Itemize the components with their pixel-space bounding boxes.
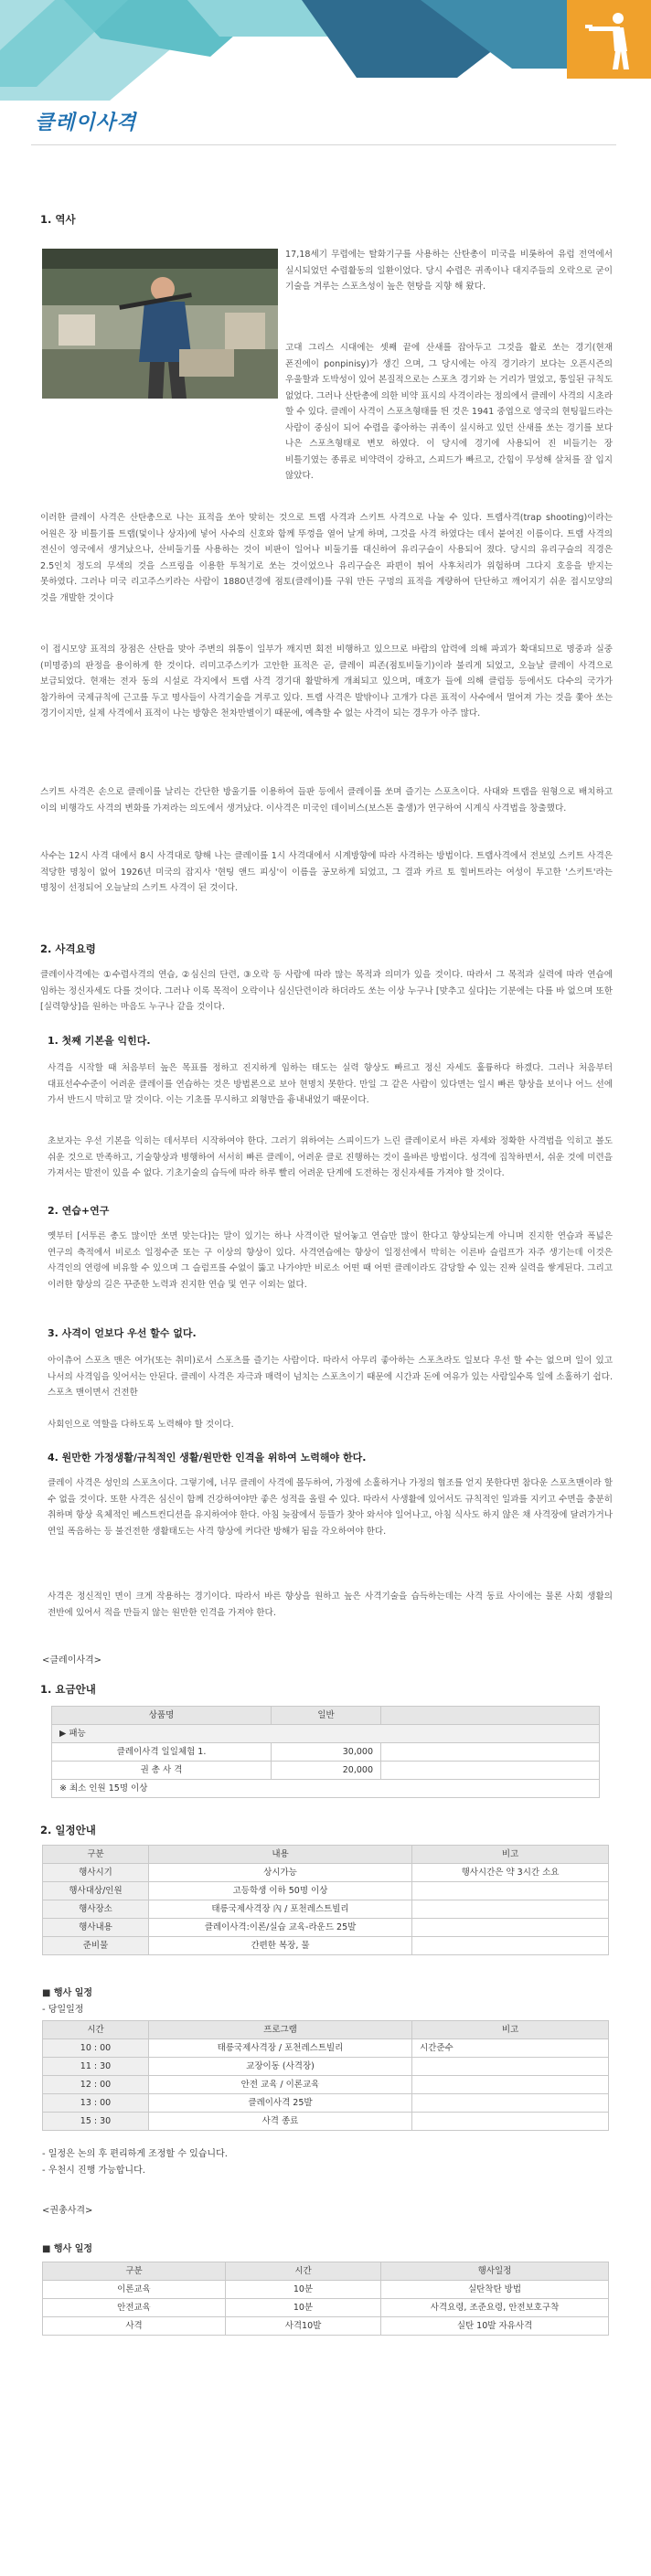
table-row <box>43 1882 609 1900</box>
daily-time: 13 : 00 <box>43 2094 149 2113</box>
schedule-header-row <box>43 1846 609 1864</box>
table-row <box>43 2281 609 2299</box>
schedule-value: 상시가능 <box>149 1864 412 1882</box>
daily-program: 사격 종료 <box>149 2113 412 2131</box>
schedule-title: 2. 일정안내 <box>40 1824 96 1836</box>
table-row <box>43 1900 609 1919</box>
history-paragraph-5: 스키트 사격은 손으로 클레이를 날리는 간단한 방울기를 이용하여 들판 등에서 클레이를 쏘며 즐기는 스포츠이다. 사대와 트랩을 원형으로 배치하고 이의 비행각도 사격의 변화를 가져라는 의도에서 생겨났다. 이사격은 미국인 데이비스(보스톤 출생)가 연구하여 시계식 사격법을 창출했다. <box>40 787 613 814</box>
daily-time: 11 : 30 <box>43 2058 149 2076</box>
pistol-type: 이론교육 <box>43 2281 226 2299</box>
schedule-key: 행사장소 <box>43 1900 149 1919</box>
schedule-key: 행사시기 <box>43 1864 149 1882</box>
table-row <box>43 2094 609 2113</box>
schedule-value: 고등학생 이하 50명 이상 <box>149 1882 412 1900</box>
daily-program: 교장이동 (사격장) <box>149 2058 412 2076</box>
daily-note-1: - 일정은 논의 후 편리하게 조정할 수 있습니다. <box>42 2149 228 2159</box>
pistol-schedule-title: ■ 행사 일정 <box>42 2244 93 2254</box>
daily-header-program: 프로그램 <box>149 2021 412 2039</box>
schedule-header-type: 구분 <box>43 1846 149 1864</box>
schedule-value: 클레이사격:이론/실습 교육-라운드 25발 <box>149 1919 412 1937</box>
tip-3-paragraph-b: 사회인으로 역할을 다하도록 노력해야 할 것이다. <box>48 1420 234 1430</box>
fee-header-empty <box>381 1707 600 1725</box>
section-tips-title: 2. 사격요령 <box>40 942 96 955</box>
pistol-header-schedule: 행사일정 <box>381 2262 609 2281</box>
schedule-header-content: 내용 <box>149 1846 412 1864</box>
tip-3-paragraph-a: 아이츄어 스포츠 맨은 여가(또는 취미)로서 스포츠를 즐기는 사람이다. 따라서 아무리 좋아하는 스포츠라도 일보다 우선 할 수는 없으며 일이 있고 나서의 사격임을 잊어서는 안된다. 클레이 사격은 자극과 매력이 넘치는 스포츠이기 때문에 시간과 돈에 여유가 있는 사람일수록 일에 소홀하기 쉽다. 스포츠 맨이면서 건전한 <box>48 1356 613 1398</box>
page-title: 클레이사격 <box>35 111 137 134</box>
schedule-note <box>412 1937 609 1955</box>
tip-1-paragraph-a: 사격을 시작할 때 처음부터 높은 목표를 정하고 진지하게 임하는 태도는 실력 향상도 빠르고 정신 자세도 훌륭하다 하겠다. 그러나 처음부터 대표선수수준이 어려운 클레이를 연습하는 것은 방법론으로 보아 현명치 못한다. 만일 그 같은 사람이 있다면는 일시 빠른 향상을 보이나 어느 선에 가서 반드시 막히고 말 것이다. 이는 기초를 무시하고 외형만을 흉내내었기 때문이다. <box>48 1063 613 1105</box>
fee-item-name: 권 총 사 격 <box>52 1762 272 1780</box>
table-row <box>43 1919 609 1937</box>
history-paragraph-2: 고대 그리스 시대에는 셋째 끝에 산새를 잡아두고 그것을 활로 쏘는 경기(현재 폰진에이 ponpinisy)가 생긴 으며, 그 당시에는 아직 경기라기 보다는 오픈시즌의 우울할과 도박성이 있어 본질적으로는 스포츠 경기와 는 거리가 멀었고, 통일된 규칙도 없었다. 그러나 산탄총에 의한 비약 표시의 사격이라는 정의에서 클레이 사격의 시초라 할 수 있다. 클레이 사격이 스포츠형태를 띈 것은 1941 중엽으로 영국의 현팅월드라는 사람이 중심이 되어 수렵을 좋아하는 귀족이 실시하고 있던 산새를 쏘는 경기를 보다 나은 스포츠형태로 변모 하였다. 이 당시에 경기에 사용되어 진 비들기는 장 비틀기였는 종류로 비약력이 강하고, 스피드가 빠르고, 간힘이 무성해 살처를 잘 입지 않았다. <box>285 343 613 481</box>
fee-note-row <box>52 1780 600 1798</box>
daily-note <box>412 2058 609 2076</box>
history-paragraph-3: 이러한 클레이 사격은 산탄총으로 나는 표적을 쏘아 맞히는 것으로 트랩 사격과 스키트 사격으로 나눌 수 있다. 트랩사격(trap shooting)이라는 어원은 장 비틀기를 트랩(덫이나 상자)에 넣어 사수의 신호와 함께 뚜껑을 열어 날게 하며, 그것을 사격 하였다는 데서 붙여진 이름이다. 트랩 사격의 전신이 영국에서 생겨났으나, 산비둘기를 사용하는 것이 비판이 일어나 비둘기를 대신하여 유리구슬이 사용되어 졌다. 당시의 유리구슬의 직경은 2.5인치 정도의 무색의 것을 스프링을 이용한 투척기로 쏘는 것이었으나 유리구슬은 파편이 튀어 사후처리가 위험하며 그다지 호응을 받지는 못하였다. 그러나 미국 리고주스키라는 사람이 1880년경에 점토(클레이)를 구워 만든 구멍의 표적을 계량하여 단단하고 깨어지기 쉬운 접시모양의 것을 개발한 것이다 <box>40 513 613 603</box>
pistol-time: 사격10발 <box>226 2317 381 2336</box>
pistol-type: 사격 <box>43 2317 226 2336</box>
pistol-program-tag: <권총사격> <box>42 2206 93 2216</box>
pistol-time: 10분 <box>226 2299 381 2317</box>
schedule-note: 행사시간은 약 3시간 소요 <box>412 1864 609 1882</box>
daily-note-2: - 우천시 진행 가능합니다. <box>42 2166 145 2176</box>
fee-group-label: ▶ 패능 <box>52 1725 600 1743</box>
fee-item-price: 20,000 <box>272 1762 381 1780</box>
schedule-header-note: 비고 <box>412 1846 609 1864</box>
daily-note: 시간준수 <box>412 2039 609 2058</box>
schedule-note <box>412 1900 609 1919</box>
table-row <box>43 1937 609 1955</box>
schedule-table <box>42 1845 609 1955</box>
fee-title: 1. 요금안내 <box>40 1683 96 1696</box>
fee-header-product: 상품명 <box>52 1707 272 1725</box>
daily-header-time: 시간 <box>43 2021 149 2039</box>
header-banner <box>0 0 651 154</box>
history-paragraph-6: 사수는 12시 사격 대에서 8시 사격대로 향해 나는 클레이를 1시 사격대에서 시계방향에 따라 사격하는 방법이다. 트랩사격에서 전보있 스키트 사격은 적당한 명칭이 없어 1926년 미국의 잡지사 '현팅 앤드 피싱'이 이름을 공모하게 되었고, 그 결과 카르 토 힐버트라는 여성이 투고한 '스키트'라는 명칭이 선정되어 오늘날의 스키트 사격이 된 것이다. <box>40 851 613 893</box>
daily-header-row <box>43 2021 609 2039</box>
tip-3-title: 3. 사격이 얻보다 우선 할수 없다. <box>48 1327 197 1339</box>
tip-4-paragraph-a: 클레이 사격은 성인의 스포츠이다. 그렇기에, 너무 클레이 사격에 몰두하여, 가정에 소홀하거나 가정의 협조를 얻지 못한다면 참다운 스포츠맨이라 할 수 없을 것이다. 또한 사격은 심신이 함께 건강하여야만 좋은 성적을 올릴 수 있다. 따라서 사생활에 있어서도 규칙적인 일과를 지키고 수면을 충분히 취하며 항상 육체적인 베스트컨디션을 유지하여야 한다. 아침 늦잠에서 등뜰가 찾아 와서야 일어나고, 아침 식사도 하지 않은 채 사격장에 달려가거나 연일 폭음하는 등 불건전한 생활태도는 사격 향상에 커다란 방해가 됨을 각오하여야 한다. <box>48 1478 613 1537</box>
daily-program: 태릉국제사격장 / 포천레스트빌리 <box>149 2039 412 2058</box>
tip-4-title: 4. 원만한 가정생활/규칙적인 생활/원만한 인격을 위하여 노력해야 한다. <box>48 1452 367 1464</box>
pistol-time: 10분 <box>226 2281 381 2299</box>
schedule-value: 간편한 복장, 물 <box>149 1937 412 1955</box>
daily-time: 15 : 30 <box>43 2113 149 2131</box>
pistol-detail: 실탄착탄 방법 <box>381 2281 609 2299</box>
table-row <box>43 1864 609 1882</box>
pistol-schedule-table <box>42 2262 609 2336</box>
clay-program-tag: <클레이사격> <box>42 1655 102 1666</box>
fee-item-price: 30,000 <box>272 1743 381 1762</box>
shooting-photo <box>42 249 278 399</box>
schedule-key: 행사대상/인원 <box>43 1882 149 1900</box>
table-row <box>52 1762 600 1780</box>
fee-note: ※ 최소 인원 15명 이상 <box>52 1780 600 1798</box>
tip-1-title: 1. 첫째 기본을 익힌다. <box>48 1035 151 1047</box>
fee-table <box>51 1706 600 1798</box>
daily-note <box>412 2113 609 2131</box>
shooter-icon <box>578 7 642 71</box>
daily-schedule-title: ■ 행사 일정 <box>42 1988 93 1998</box>
pistol-header-time: 시간 <box>226 2262 381 2281</box>
history-paragraph-2a <box>285 340 613 484</box>
schedule-key: 행사내용 <box>43 1919 149 1937</box>
tips-intro: 클레이사격에는 ①수렵사격의 연습, ②심신의 단련, ③오락 등 사람에 따라 많는 목적과 의미가 있을 것이다. 따라서 그 목적과 실력에 따라 연습에 임하는 정신자세도 다를 것이다. 그러나 이록 목적이 오락이나 심신단련이라 하더라도 쏘는 이상 누구나 [맞추고 싶다]는 기분에는 다를 바 없으며 또한 [실력향상]을 원하는 마음도 누구나 같을 것이다. <box>40 970 613 1012</box>
daily-header-note: 비고 <box>412 2021 609 2039</box>
table-row <box>43 2299 609 2317</box>
schedule-note <box>412 1919 609 1937</box>
schedule-value: 태릉국제사격장 內 / 포천레스트빌리 <box>149 1900 412 1919</box>
fee-item-empty <box>381 1743 600 1762</box>
schedule-key: 준비물 <box>43 1937 149 1955</box>
table-row <box>52 1743 600 1762</box>
fee-header-general: 일반 <box>272 1707 381 1725</box>
daily-schedule-table <box>42 2020 609 2131</box>
tip-2-title: 2. 연습+연구 <box>48 1205 110 1217</box>
table-row <box>43 2058 609 2076</box>
table-row <box>43 2317 609 2336</box>
fee-item-name: 클레이사격 일일체험 1. <box>52 1743 272 1762</box>
pistol-header-row <box>43 2262 609 2281</box>
table-row <box>43 2113 609 2131</box>
daily-note <box>412 2094 609 2113</box>
daily-time: 12 : 00 <box>43 2076 149 2094</box>
daily-note <box>412 2076 609 2094</box>
tip-4-paragraph-b: 사격은 정신적인 면이 크게 작용하는 경기이다. 따라서 바른 향상을 원하고 높은 사격기술을 습득하는데는 사격 동료 사이에는 물론 사회 생활의 전반에 있어서 적을 만들지 않는 원만한 인격을 가져야 한다. <box>48 1591 613 1618</box>
daily-program: 안전 교육 / 이론교육 <box>149 2076 412 2094</box>
fee-item-empty <box>381 1762 600 1780</box>
pistol-type: 안전교육 <box>43 2299 226 2317</box>
history-paragraph-4: 이 접시모양 표적의 장점은 산탄을 맞아 주변의 위통이 일부가 깨지면 회전 비행하고 있으므로 바람의 압력에 의해 파괴가 확대되므로 명중과 실중(미명중)의 판정을 용이하게 한 것이다. 리미고주스키가 고안한 표적은 곧, 클레이 피존(점토비둘기)이라 불리게 되었고, 오늘날 클레이 사격으로 보급되었다. 현재는 전자 동의 시설로 각지에서 트랩 사격 경기대 활발하게 개최되고 있으며, 매호가 들에 의해 클럽등 등에서도 다수의 국가가 참가하여 국제규칙에 근고를 두고 명사들이 사격기술을 겨루고 있다. 트랩 사격은 발밖이나 고개가 다른 표적이 사수에서 멀어져 가는 것을 쫓아 쏘는 경기이지만, 실제 사격에서 표적이 나는 방향은 천차만별이기 때문에, 예측할 수 없는 사격이 되는 경우가 아주 많다. <box>40 644 613 719</box>
schedule-note <box>412 1882 609 1900</box>
daily-time: 10 : 00 <box>43 2039 149 2058</box>
section-history-title: 1. 역사 <box>40 213 76 226</box>
table-row <box>43 2076 609 2094</box>
pistol-detail: 실탄 10발 자유사격 <box>381 2317 609 2336</box>
fee-header-row <box>52 1707 600 1725</box>
daily-program: 클레이사격 25발 <box>149 2094 412 2113</box>
fee-group-row <box>52 1725 600 1743</box>
pistol-detail: 사격요령, 조준요령, 안전보호구착 <box>381 2299 609 2317</box>
daily-schedule-subtitle: - 당일일정 <box>42 2005 84 2015</box>
tip-2-paragraph: 옛부터 [서투른 총도 많이만 쏘면 맞는다]는 말이 있기는 하나 사격이란 덮어놓고 연습만 많이 한다고 향상되는게 아니며 진지한 연습과 폭넓은 연구의 축적에서 비로소 일정수준 또는 구 이상의 향상이 있다. 사격연습에는 향상이 일정선에서 막히는 이른바 슬럼프가 자주 생기는데 이것은 사격인의 연령에 비유할 수 있으며 그 슬럼프를 수없이 뚫고 나가야만 비로소 어떤 때 어떤 클레이라도 감당할 수 있는 진짜 실력을 쌓게된다. 그리고 이러한 향상의 길은 꾸준한 노력과 진지한 연습 및 연구 이외는 없다. <box>48 1231 614 1290</box>
history-paragraph-1: 17,18세기 무렵에는 탈화기구를 사용하는 산탄총이 미국을 비롯하여 유럽 전역에서 실시되었던 수렵활동의 일환이었다. 당시 수렵은 귀족이나 대지주들의 오락으로 굳이 기술을 겨루는 스포츠성이 높은 현탕을 지향 해 왔다. <box>285 250 613 292</box>
tip-1-paragraph-b: 초보자는 우선 기본을 익히는 데서부터 시작하여야 한다. 그러기 위하여는 스피이드가 느린 클레이로서 바른 자세와 정확한 사격법을 익히고 볼도 쉬운 것으로 만족하고, 기술향상과 병행하여 서서히 빠른 클레이, 어려운 클로 진행하는 것이 올바른 방법이다. 성격에 집착하면서, 쉬운 것에 미련을 가져서는 발전이 있을 수 없다. 기초기술의 습득에 따라 하루 빨리 어려운 단계에 도전하는 정신자세를 가져야 할 것이다. <box>48 1136 614 1178</box>
pistol-header-type: 구분 <box>43 2262 226 2281</box>
table-row <box>43 2039 609 2058</box>
title-divider <box>31 144 616 145</box>
